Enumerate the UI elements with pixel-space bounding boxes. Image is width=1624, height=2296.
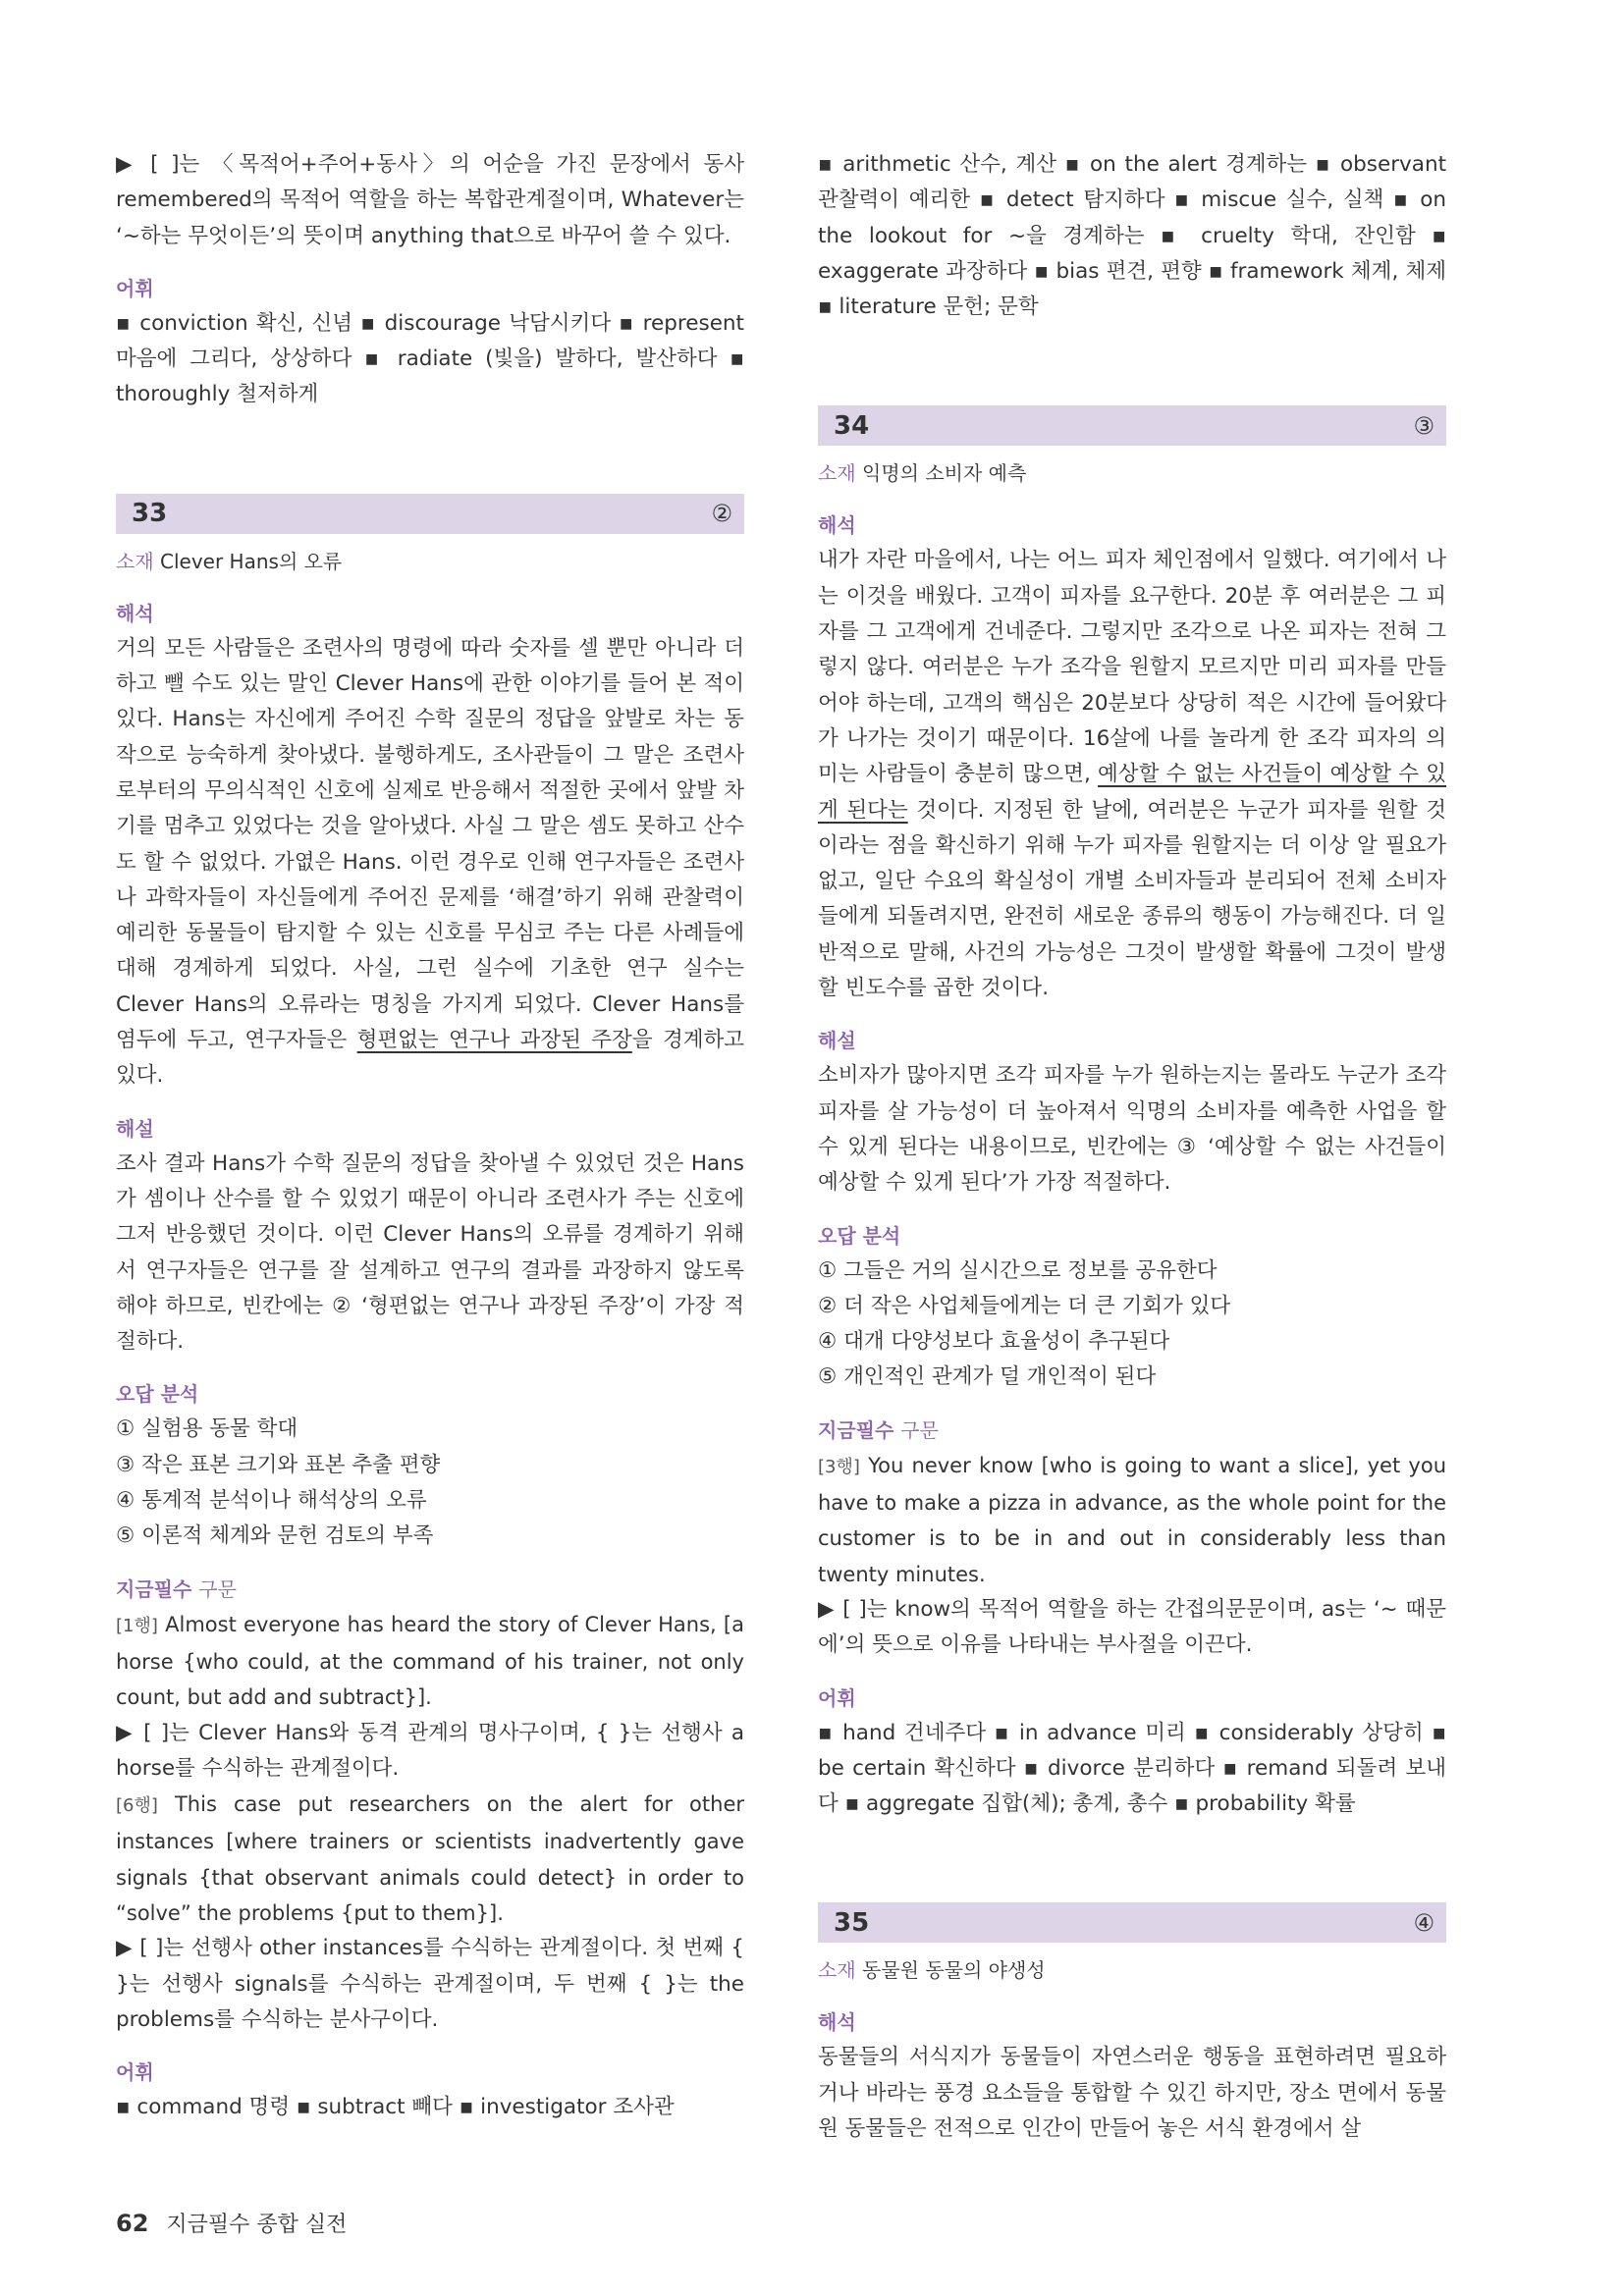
topic-label: 소재 <box>818 1958 856 1983</box>
line-ref: [1행] <box>116 1615 158 1636</box>
wrong-option: ④ 통계적 분석이나 해석상의 오류 <box>116 1488 427 1514</box>
translation-part: 을 경계하고 있다. <box>116 1028 745 1089</box>
question-number: 35 <box>834 1907 870 1938</box>
right-column <box>818 147 1446 2147</box>
wrong-option: ① 실험용 동물 학대 <box>116 1416 298 1442</box>
vocab-list-continued: ▪ arithmetic 산수, 계산 ▪ on the alert 경계하는 ▪ observant 관찰력이 예리한 ▪ detect 탐지하다 ▪ miscue 실수, 실책 ▪ on the lookout for ~을 경계하는 ▪ cruelty 학대, 잔인함 ▪ exaggerate 과장하다 ▪ bias 편견, 편향 ▪ framework 체계, 체제 ▪ literature 문헌; 문학 <box>818 152 1446 320</box>
topic-label: 소재 <box>116 549 154 573</box>
topic-text: 익명의 소비자 예측 <box>862 461 1027 486</box>
underlined-phrase: 형편없는 연구나 과장된 주장 <box>356 1028 632 1053</box>
sentence-text: You never know [who is going to want a slice], yet you have to make a pizza in advance, as the whole point for the customer is to be in and out in considerably less than twenty minutes. <box>818 1453 1446 1586</box>
question-33-header <box>116 494 744 534</box>
explanation-label: 해설 <box>818 1029 856 1053</box>
intro-note: ▶ [ ]는 〈목적어+주어+동사〉의 어순을 가진 문장에서 동사 remembered의 목적어 역할을 하는 복합관계절이며, Whatever는 ‘~하는 무엇이든’의 뜻이며 anything that으로 바꾸어 쓸 수 있다. <box>116 152 744 248</box>
syntax-label <box>116 1572 744 1607</box>
syntax-label-sub: 구문 <box>900 1417 939 1442</box>
translation-part: 것이다. 지정된 한 날에, 여러분은 누군가 피자를 원할 것이라는 점을 확신하기 위해 누가 피자를 원할지는 더 이상 알 필요가 없고, 일단 수요의 확실성이 개별 소비자들과 분리되어 전체 소비자들에게 되돌려지면, 완전히 새로운 종류의 행동이 가능해진다. 더 일반적으로 말해, 사건의 가능성은 그것이 발생할 확률에 그것이 발생할 빈도수를 곱한 것이다. <box>818 797 1446 1001</box>
wrong-option: ④ 대개 다양성보다 효율성이 추구된다 <box>818 1329 1170 1355</box>
wrong-option: ③ 작은 표본 크기와 표본 추출 편향 <box>116 1452 441 1477</box>
syntax-sentence-1 <box>818 1448 1446 1592</box>
wrong-option: ① 그들은 거의 실시간으로 정보를 공유한다 <box>818 1257 1218 1283</box>
line-ref: [6행] <box>116 1795 158 1817</box>
translation-part: 거의 모든 사람들은 조련사의 명령에 따라 숫자를 셀 뿐만 아니라 더하고 뺄 수도 있는 말인 Clever Hans에 관한 이야기를 들어 본 적이 있다. Hans는 자신에게 주어진 수학 질문의 정답을 앞발로 차는 동작으로 능숙하게 찾아냈다. 불행하게도, 조사관들이 그 말은 조련사로부터의 무의식적인 신호에 실제로 반응해서 적절한 곳에서 앞발 차기를 멈추고 있었다는 것을 알아냈다. 사실 그 말은 셈도 못하고 산수도 할 수 없었다. 가엾은 Hans. 이런 경우로 인해 연구자들은 조련사나 과학자들이 자신들에게 주어진 문제를 ‘해결’하기 위해 관찰력이 예리한 동물들이 탐지할 수 있는 신호를 무심코 주는 다른 사례들에 대해 경계하게 되었다. 사실, 그런 실수에 기초한 연구 실수는 Clever Hans의 오류라는 명칭을 가지게 되었다. Clever Hans를 염두에 두고, 연구자들은 <box>116 635 744 1053</box>
wrong-option: ⑤ 이론적 체계와 문헌 검토의 부족 <box>116 1523 434 1549</box>
vocab-list: ▪ command 명령 ▪ subtract 빼다 ▪ investigator 조사관 <box>116 2095 675 2120</box>
explanation-label: 해설 <box>116 1116 154 1141</box>
syntax-label-main: 지금필수 <box>818 1417 894 1442</box>
syntax-label-sub: 구문 <box>198 1576 237 1601</box>
translation-text <box>818 543 1446 1006</box>
wrong-option: ⑤ 개인적인 관계가 덜 개인적이 된다 <box>818 1364 1157 1390</box>
page-footer <box>116 2208 347 2238</box>
sentence-text: This case put researchers on the alert for other instances [where trainers or scientists inadvertently gave signals {that observant animals could detect} in order to “solve” the problems {put to them}]. <box>116 1792 744 1925</box>
syntax-label <box>818 1413 1446 1448</box>
sentence-text: Almost everyone has heard the story of Clever Hans, [a horse {who could, at the command of his trainer, not only count, but add and subtract}]. <box>116 1612 744 1710</box>
vocab-list: ▪ conviction 확신, 신념 ▪ discourage 낙담시키다 ▪ represent 마음에 그리다, 상상하다 ▪ radiate (빛을) 발하다, 발산하다 ▪ thoroughly 철저하게 <box>116 310 744 407</box>
syntax-sentence-1 <box>116 1607 744 1716</box>
syntax-note-2: ▶ [ ]는 선행사 other instances를 수식하는 관계절이다. 첫 번째 { }는 선행사 signals를 수식하는 관계절이며, 두 번째 { }는 the problems를 수식하는 분사구이다. <box>116 1936 744 2032</box>
explanation-text: 조사 결과 Hans가 수학 질문의 정답을 찾아낼 수 있었던 것은 Hans가 셈이나 산수를 할 수 있었기 때문이 아니라 조련사가 주는 신호에 그저 반응했던 것이다. 이런 Clever Hans의 오류를 경계하기 위해서 연구자들은 연구를 잘 설계하고 연구의 결과를 과장하지 않도록 해야 하므로, 빈칸에는 ② ‘형편없는 연구나 과장된 주장’이 가장 적절하다. <box>116 1150 744 1355</box>
translation-part: 내가 자란 마을에서, 나는 어느 피자 체인점에서 일했다. 여기에서 나는 이것을 배웠다. 고객이 피자를 요구한다. 20분 후 여러분은 그 피자를 그 고객에게 건네준다. 그렇지만 조각으로 나온 피자는 전혀 그렇지 않다. 여러분은 누가 조각을 원할지 모르지만 미리 피자를 만들어야 하는데, 고객의 핵심은 20분보다 상당히 적은 시간에 들어왔다가 나가는 것이기 때문이다. 16살에 나를 놀라게 한 조각 피자의 의미는 사람들이 충분히 많으면, <box>818 548 1446 787</box>
answer-mark: ③ <box>1413 411 1435 440</box>
question-number: 34 <box>834 410 870 441</box>
topic-label: 소재 <box>818 461 856 486</box>
question-number: 33 <box>132 499 168 529</box>
page-number: 62 <box>116 2210 149 2237</box>
topic-line <box>116 544 744 579</box>
translation-label: 해석 <box>818 513 856 538</box>
left-column <box>116 147 744 2125</box>
vocab-label: 어휘 <box>818 1685 856 1710</box>
syntax-sentence-2 <box>116 1787 744 1931</box>
wrong-option: ② 더 작은 사업체들에게는 더 큰 기회가 있다 <box>818 1293 1231 1318</box>
answer-mark: ④ <box>1413 1908 1435 1937</box>
translation-text: 동물들의 서식지가 동물들이 자연스러운 행동을 표현하려면 필요하거나 바라는 풍경 요소들을 통합할 수 있긴 하지만, 장소 면에서 동물원 동물들은 전적으로 인간이 만들어 놓은 서식 환경에서 살 <box>818 2045 1446 2141</box>
question-34-header <box>818 405 1446 446</box>
translation-label: 해석 <box>818 2010 856 2035</box>
book-title: 지금필수 종합 실전 <box>166 2213 348 2237</box>
explanation-text: 소비자가 많아지면 조각 피자를 누가 원하는지는 몰라도 누군가 조각 피자를 살 가능성이 더 높아져서 익명의 소비자를 예측한 사업을 할 수 있게 된다는 내용이므로, 빈칸에는 ③ ‘예상할 수 없는 사건들이 예상할 수 있게 된다’가 가장 적절하다. <box>818 1063 1446 1196</box>
translation-text <box>116 631 744 1095</box>
line-ref: [3행] <box>818 1456 860 1477</box>
underlined-phrase: 예상할 수 없는 사건들이 예상할 수 있게 된다는 <box>818 762 1447 823</box>
topic-text: 동물원 동물의 야생성 <box>862 1958 1046 1983</box>
answer-mark: ② <box>711 500 732 528</box>
vocab-label: 어휘 <box>116 276 154 300</box>
topic-line <box>818 455 1446 491</box>
question-35-header <box>818 1902 1446 1943</box>
translation-label: 해석 <box>116 601 154 625</box>
topic-line <box>818 1952 1446 1988</box>
syntax-label-main: 지금필수 <box>116 1576 192 1601</box>
syntax-note-1: ▶ [ ]는 Clever Hans와 동격 관계의 명사구이며, { }는 선행사 a horse를 수식하는 관계절이다. <box>116 1720 744 1781</box>
wrong-answer-label: 오답 분석 <box>116 1382 199 1407</box>
syntax-note-1: ▶ [ ]는 know의 목적어 역할을 하는 간접의문문이며, as는 ‘~ 때문에’의 뜻으로 이유를 나타내는 부사절을 이끈다. <box>818 1596 1446 1658</box>
vocab-list: ▪ hand 건네주다 ▪ in advance 미리 ▪ considerably 상당히 ▪ be certain 확신하다 ▪ divorce 분리하다 ▪ remand 되돌려 보내다 ▪ aggregate 집합(체); 총계, 총수 ▪ probability 확률 <box>818 1720 1446 1817</box>
wrong-answer-label: 오답 분석 <box>818 1223 901 1248</box>
topic-text: Clever Hans의 오류 <box>160 549 343 573</box>
vocab-label: 어휘 <box>116 2060 154 2085</box>
